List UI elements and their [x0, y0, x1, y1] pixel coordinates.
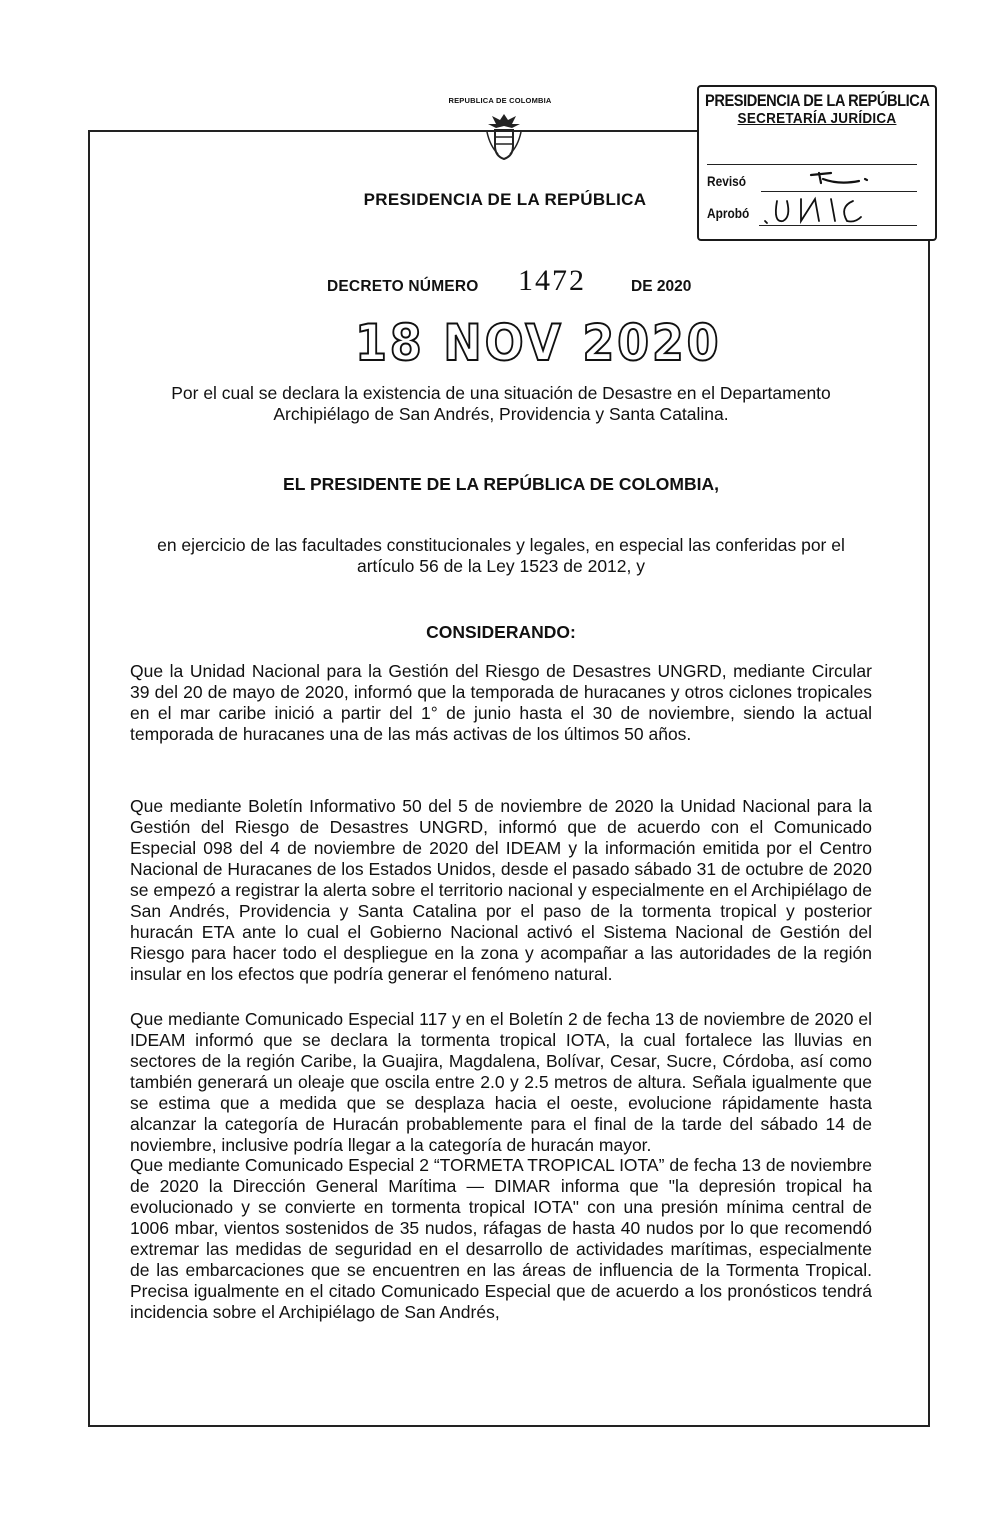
paragraph-4: Que mediante Comunicado Especial 2 “TORMETA TROPICAL IOTA” de fecha 13 de noviembre de 2020 la Dirección General Marítima — DIMAR informa que "la depresión tropical ha evolucionado y se convierte en tormenta tropical IOTA" con una presión mínima central de 1006 mbar, vientos sostenidos de 35 nudos, ráfagas de hasta 40 nudos por lo que recomendó extremar las medidas de seguridad en el desarrollo de actividades marítimas, especialmente de las embarcaciones que se encuentren en las áreas de influencia de la Tormenta Tropical. Precisa igualmente en el citado Comunicado Especial que de acuerdo a los pronósticos tendrá incidencia sobre el Archipiélago de San Andrés,: [130, 1155, 872, 1322]
decree-number: 1472: [518, 264, 586, 297]
issuer-heading: EL PRESIDENTE DE LA REPÚBLICA DE COLOMBIA,: [283, 474, 719, 494]
decree-number-label: DECRETO NÚMERO: [327, 278, 479, 295]
paragraph-2: Que mediante Boletín Informativo 50 del 5 de noviembre de 2020 la Unidad Nacional para la Gestión del Riesgo de Desastres UNGRD, informó que de acuerdo con el Comunicado Especial 098 del 4 de noviembre de 2020 del IDEAM y la información emitida por el Centro Nacional de Huracanes de los Estados Unidos, desde el pasado sábado 31 de octubre de 2020 se empezó a registrar la alerta sobre el territorio nacional y especialmente en el Archipiélago de San Andrés, Providencia y Santa Catalina por el paso de la tormenta tropical y posterior huracán ETA ante lo cual el Gobierno Nacional activó el Sistema Nacional de Gestión del Riesgo para hacer todo el despliegue en la zona y acompañar a las autoridades de la región insular en los efectos que podría generar el fenómeno natural.: [130, 796, 872, 984]
presidencia-heading: PRESIDENCIA DE LA REPÚBLICA: [363, 190, 647, 209]
stamp-secretaria: SECRETARÍA JURÍDICA: [737, 110, 897, 127]
stamp-presidencia: PRESIDENCIA DE LA REPÚBLICA: [705, 91, 930, 110]
reviso-signature: [809, 169, 879, 189]
intro-text: en ejercicio de las facultades constitucionales y legales, en especial las conferidas por el artículo 56 de la Ley 1523 de 2012, y: [157, 535, 845, 576]
stamp-aprobo-label: Aprobó: [707, 205, 750, 221]
decree-year: DE 2020: [631, 278, 692, 295]
coat-of-arms-icon: [484, 112, 524, 162]
review-stamp: [697, 85, 937, 241]
decree-summary: Por el cual se declara la existencia de una situación de Desastre en el Departamento Archipiélago de San Andrés, Providencia y Santa Catalina.: [171, 383, 831, 424]
stamp-reviso-line: [761, 191, 917, 192]
date-stamp: 18 NOV 2020: [355, 314, 722, 372]
aprobo-signature: [761, 195, 881, 227]
stamp-divider: [707, 164, 917, 165]
paragraph-3: Que mediante Comunicado Especial 117 y en el Boletín 2 de fecha 13 de noviembre de 2020 el IDEAM informó que se declara la tormenta tropical IOTA, la cual fortalece las lluvias en sectores de la región Caribe, la Guajira, Magdalena, Bolívar, Cesar, Sucre, Córdoba, así como también generará un oleaje que oscila entre 2.0 y 2.5 metros de altura. Señala igualmente que se estima que a medida que se desplaza hacia el oeste, evolucione rápidamente hasta alcanzar la categoría de Huracán probablemente para el final de la tarde del sábado 14 de noviembre, inclusive podría llegar a la categoría de huracán mayor.: [130, 1009, 872, 1155]
paragraph-1: Que la Unidad Nacional para la Gestión del Riesgo de Desastres UNGRD, mediante Circular 39 del 20 de mayo de 2020, informó que la temporada de huracanes y otros ciclones tropicales en el mar caribe inició a partir del 1° de junio hasta el 30 de noviembre, siendo la actual temporada de huracanes una de las más activas de los últimos 50 años.: [130, 661, 872, 744]
considerando-heading: CONSIDERANDO:: [426, 622, 576, 642]
republica-label: REPUBLICA DE COLOMBIA: [448, 96, 552, 105]
stamp-reviso-label: Revisó: [707, 173, 747, 189]
